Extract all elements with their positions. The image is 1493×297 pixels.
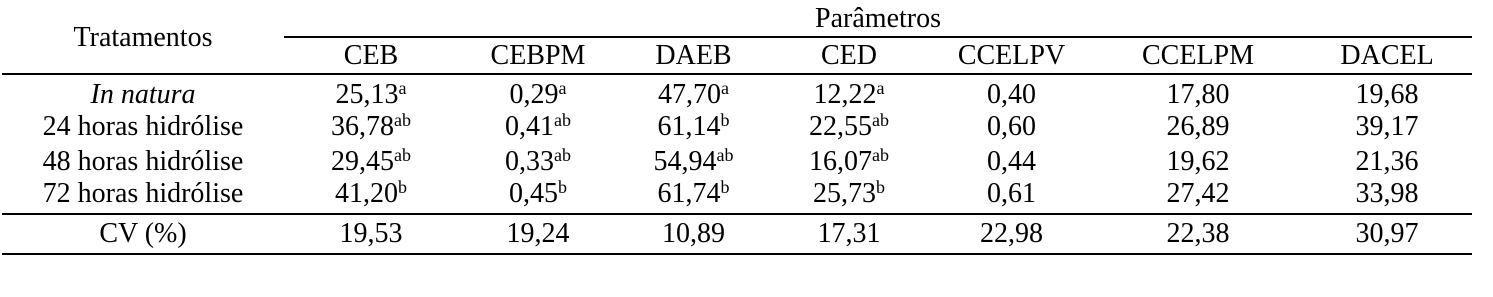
significance-letter: ab [872,109,889,130]
significance-letter: ab [394,144,411,165]
data-cell [618,179,769,214]
data-cell [1094,109,1302,144]
treatment-label: 24 horas hidrólise [42,110,244,142]
cell-value: 0,40 [987,79,1036,110]
data-cell [618,109,769,144]
cell-value: 25,13 [335,79,399,110]
data-cell [458,144,618,179]
significance-letter: ab [554,144,571,165]
data-cell [618,144,769,179]
data-cell [929,109,1094,144]
cell-value: 0,45 [509,178,558,209]
data-cell [769,179,929,214]
header-group-row [2,0,1472,37]
cv-value: 10,89 [618,214,769,254]
cv-value: 17,31 [769,214,929,254]
data-cell [929,74,1094,109]
table-row [2,74,1472,109]
data-cell [1094,74,1302,109]
column-header: CEB [284,37,458,74]
significance-letter: b [558,177,567,197]
significance-letter: ab [716,144,734,165]
column-header: DAEB [618,37,769,74]
cell-value: 0,44 [987,145,1036,177]
data-cell [458,179,618,214]
cell-value: 0,33 [505,145,554,177]
cell-value: 27,42 [1166,178,1230,209]
data-cell [929,144,1094,179]
cell-value: 0,41 [505,110,554,142]
table-row [2,179,1472,214]
column-header: CCELPM [1094,37,1302,74]
data-cell [1094,179,1302,214]
significance-letter: ab [872,144,889,165]
significance-letter: b [398,177,407,197]
cell-value: 39,17 [1355,110,1419,142]
cell-value: 33,98 [1355,178,1419,209]
cell-value: 0,29 [509,79,559,110]
cell-value: 54,94 [653,145,717,177]
cell-value: 19,62 [1166,145,1230,177]
cv-value: 30,97 [1302,214,1472,254]
data-cell [769,144,929,179]
column-header: CED [769,37,929,74]
cv-value: 22,98 [929,214,1094,254]
data-cell [1302,144,1472,179]
cell-value: 22,55 [809,110,872,142]
column-header: DACEL [1302,37,1472,74]
cv-value: 22,38 [1094,214,1302,254]
data-cell [284,144,458,179]
table-header [2,0,1472,74]
cv-row [2,214,1472,254]
table-row [2,144,1472,179]
treatment-label: 72 horas hidrólise [2,179,284,214]
cell-value: 36,78 [331,110,394,142]
cell-value: 29,45 [331,145,394,177]
data-cell [769,74,929,109]
cell-value: 21,36 [1355,145,1419,177]
data-cell [769,109,929,144]
data-cell [284,109,458,144]
data-cell [284,179,458,214]
data-cell [618,74,769,109]
data-cell [284,74,458,109]
column-header: CEBPM [458,37,618,74]
cell-value: 16,07 [809,145,872,177]
significance-letter: ab [554,109,571,130]
data-cell [1302,179,1472,214]
results-table [2,0,1472,255]
data-cell [1302,109,1472,144]
cell-value: 41,20 [335,178,398,209]
treatment-label: In natura [90,79,196,110]
treatment-label: 48 horas hidrólise [42,145,244,177]
table-row [2,109,1472,144]
significance-letter: b [720,177,730,197]
data-cell [458,74,618,109]
table-body [2,74,1472,254]
cv-value: 19,53 [284,214,458,254]
cv-value: 19,24 [458,214,618,254]
significance-letter: a [558,78,567,98]
column-header: CCELPV [929,37,1094,74]
significance-letter: b [720,109,730,130]
cell-value: 12,22 [813,79,877,110]
cell-value: 17,80 [1166,79,1230,110]
cell-value: 26,89 [1166,110,1230,142]
cell-value: 61,74 [657,178,721,209]
significance-letter: b [876,177,885,197]
significance-letter: a [398,78,407,98]
cell-value: 0,61 [987,178,1036,209]
cell-value: 47,70 [658,79,721,110]
significance-letter: a [721,78,729,98]
cv-label: CV (%) [2,214,284,254]
data-cell [929,179,1094,214]
parameters-group-header: Parâmetros [284,0,1472,37]
cell-value: 19,68 [1355,79,1419,110]
treatments-header: Tratamentos [2,0,284,74]
results-table-container [2,0,1472,255]
data-cell [458,109,618,144]
cell-value: 25,73 [813,178,876,209]
cell-value: 61,14 [657,110,721,142]
cell-value: 0,60 [987,110,1036,142]
significance-letter: a [876,78,885,98]
significance-letter: ab [394,109,411,130]
data-cell [1302,74,1472,109]
data-cell [1094,144,1302,179]
